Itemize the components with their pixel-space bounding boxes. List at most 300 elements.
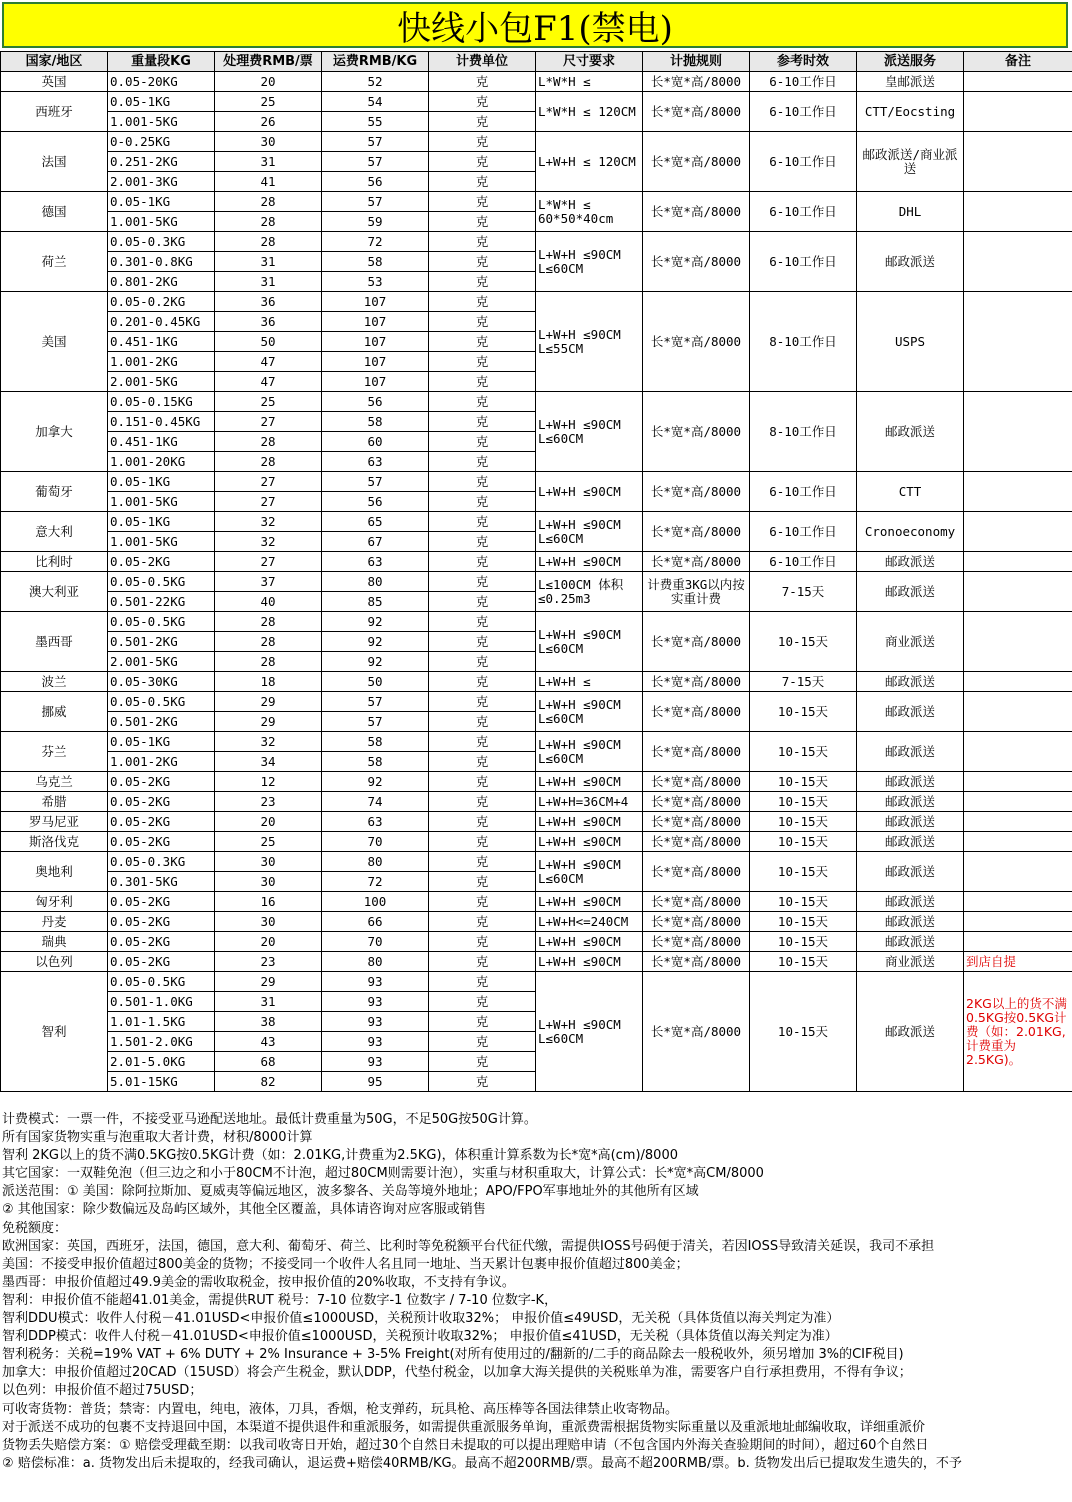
volumetric-rule-cell: 长*宽*高/8000 — [643, 932, 750, 952]
weight-range-cell: 2.001-5KG — [108, 652, 215, 672]
weight-range-cell: 0.05-0.5KG — [108, 612, 215, 632]
freight-rate-cell: 63 — [322, 452, 429, 472]
freight-rate-cell: 92 — [322, 652, 429, 672]
country-cell: 匈牙利 — [1, 892, 108, 912]
table-row — [1, 192, 1072, 212]
note-line: 计费模式：一票一件，不接受亚马逊配送地址。最低计费重量为50G，不足50G按50G计算。 — [2, 1112, 537, 1127]
freight-rate-cell: 52 — [322, 72, 429, 92]
handling-fee-cell: 25 — [215, 92, 322, 112]
table-row — [1, 572, 1072, 592]
billing-unit-cell: 克 — [429, 932, 536, 952]
country-cell: 西班牙 — [1, 92, 108, 132]
freight-rate-cell: 57 — [322, 192, 429, 212]
delivery-service-cell: 邮政派送 — [857, 812, 964, 832]
remarks-cell — [964, 72, 1072, 92]
table-row — [1, 812, 1072, 832]
country-cell: 以色列 — [1, 952, 108, 972]
transit-time-cell: 6-10工作日 — [750, 192, 857, 232]
billing-unit-cell: 克 — [429, 412, 536, 432]
billing-unit-cell: 克 — [429, 692, 536, 712]
handling-fee-cell: 20 — [215, 812, 322, 832]
volumetric-rule-cell: 长*宽*高/8000 — [643, 72, 750, 92]
handling-fee-cell: 68 — [215, 1052, 322, 1072]
delivery-service-cell: Cronoeconomy — [857, 512, 964, 552]
weight-range-cell: 0.801-2KG — [108, 272, 215, 292]
size-requirement-cell: L*W*H ≤ 120CM — [536, 92, 643, 132]
handling-fee-cell: 31 — [215, 272, 322, 292]
freight-rate-cell: 93 — [322, 1012, 429, 1032]
billing-unit-cell: 克 — [429, 852, 536, 872]
terms-notes — [2, 1111, 1070, 1473]
billing-unit-cell: 克 — [429, 372, 536, 392]
weight-range-cell: 0.05-1KG — [108, 732, 215, 752]
freight-rate-cell: 80 — [322, 952, 429, 972]
remarks-cell — [964, 572, 1072, 612]
rate-table — [0, 51, 1072, 1092]
volumetric-rule-cell: 长*宽*高/8000 — [643, 552, 750, 572]
note-line: 智利税务：关税=19% VAT + 6% DUTY + 2% Insurance + 3-5% Freight(对所有使用过的/翻新的/二手的商品除去一般税收外，须另增加 3%的CIF税目) — [2, 1347, 904, 1363]
remarks-cell — [964, 292, 1072, 392]
delivery-service-cell: 邮政派送 — [857, 912, 964, 932]
weight-range-cell: 0.05-0.5KG — [108, 572, 215, 592]
freight-rate-cell: 57 — [322, 152, 429, 172]
weight-range-cell: 1.001-5KG — [108, 532, 215, 552]
freight-rate-cell: 57 — [322, 692, 429, 712]
billing-unit-cell: 克 — [429, 652, 536, 672]
billing-unit-cell: 克 — [429, 452, 536, 472]
size-requirement-cell: L+W+H ≤90CM — [536, 812, 643, 832]
freight-rate-cell: 56 — [322, 172, 429, 192]
table-row — [1, 832, 1072, 852]
header-freight: 运费RMB/KG — [322, 52, 429, 72]
weight-range-cell: 0.05-1KG — [108, 192, 215, 212]
delivery-service-cell: 商业派送 — [857, 612, 964, 672]
billing-unit-cell: 克 — [429, 632, 536, 652]
weight-range-cell: 0.05-2KG — [108, 952, 215, 972]
remarks-cell — [964, 912, 1072, 932]
transit-time-cell: 10-15天 — [750, 892, 857, 912]
freight-rate-cell: 85 — [322, 592, 429, 612]
handling-fee-cell: 23 — [215, 792, 322, 812]
table-row — [1, 772, 1072, 792]
weight-range-cell: 0.151-0.45KG — [108, 412, 215, 432]
note-line: 货物丢失赔偿方案：① 赔偿受理截至期：以我司收寄日开始，超过30个自然日未提取的可以提出理赔申请（不包含国内外海关查验期间的时间），超过60个自然日 — [2, 1437, 929, 1453]
table-header-row — [1, 52, 1072, 72]
note-line: 其它国家：一双鞋免泡（但三边之和小于80CM不计泡，超过80CM则需要计泡），实重与材积重取大，计算公式：长*宽*高CM/8000 — [2, 1166, 764, 1182]
delivery-service-cell: 邮政派送 — [857, 772, 964, 792]
table-row — [1, 972, 1072, 992]
billing-unit-cell: 克 — [429, 592, 536, 612]
handling-fee-cell: 28 — [215, 632, 322, 652]
freight-rate-cell: 95 — [322, 1072, 429, 1092]
weight-range-cell: 1.001-20KG — [108, 452, 215, 472]
country-cell: 美国 — [1, 292, 108, 392]
remarks-cell — [964, 232, 1072, 292]
country-cell: 荷兰 — [1, 232, 108, 292]
delivery-service-cell: 邮政派送 — [857, 552, 964, 572]
billing-unit-cell: 克 — [429, 172, 536, 192]
weight-range-cell: 0.05-0.5KG — [108, 692, 215, 712]
delivery-service-cell: USPS — [857, 292, 964, 392]
volumetric-rule-cell: 长*宽*高/8000 — [643, 692, 750, 732]
freight-rate-cell: 70 — [322, 932, 429, 952]
size-requirement-cell: L+W+H=36CM+4 — [536, 792, 643, 812]
transit-time-cell: 7-15天 — [750, 572, 857, 612]
handling-fee-cell: 28 — [215, 212, 322, 232]
country-cell: 乌克兰 — [1, 772, 108, 792]
weight-range-cell: 0.451-1KG — [108, 432, 215, 452]
table-row — [1, 612, 1072, 632]
handling-fee-cell: 27 — [215, 412, 322, 432]
handling-fee-cell: 30 — [215, 132, 322, 152]
freight-rate-cell: 56 — [322, 392, 429, 412]
freight-rate-cell: 72 — [322, 232, 429, 252]
note-line: ② 其他国家：除少数偏远及岛屿区域外，其他全区覆盖，具体请咨询对应客服或销售 — [2, 1202, 486, 1218]
freight-rate-cell: 54 — [322, 92, 429, 112]
handling-fee-cell: 28 — [215, 452, 322, 472]
weight-range-cell: 0.05-30KG — [108, 672, 215, 692]
remarks-cell — [964, 672, 1072, 692]
billing-unit-cell: 克 — [429, 492, 536, 512]
handling-fee-cell: 30 — [215, 852, 322, 872]
freight-rate-cell: 93 — [322, 1052, 429, 1072]
size-requirement-cell: L+W+H ≤90CM L≤60CM — [536, 852, 643, 892]
table-row — [1, 912, 1072, 932]
volumetric-rule-cell: 长*宽*高/8000 — [643, 672, 750, 692]
billing-unit-cell: 克 — [429, 212, 536, 232]
country-cell: 比利时 — [1, 552, 108, 572]
delivery-service-cell: DHL — [857, 192, 964, 232]
country-cell: 芬兰 — [1, 732, 108, 772]
billing-unit-cell: 克 — [429, 612, 536, 632]
billing-unit-cell: 克 — [429, 272, 536, 292]
delivery-service-cell: 邮政派送 — [857, 232, 964, 292]
weight-range-cell: 0.05-0.15KG — [108, 392, 215, 412]
weight-range-cell: 0.501-2KG — [108, 712, 215, 732]
note-line: 智利：申报价值不能超41.01美金，需提供RUT 税号：7-10 位数字-1 位数字 / 7-10 位数字-K， — [2, 1292, 558, 1308]
size-requirement-cell: L+W+H ≤90CM — [536, 552, 643, 572]
weight-range-cell: 1.501-2.0KG — [108, 1032, 215, 1052]
delivery-service-cell: 邮政派送 — [857, 932, 964, 952]
freight-rate-cell: 93 — [322, 972, 429, 992]
delivery-service-cell: 皇邮派送 — [857, 72, 964, 92]
weight-range-cell: 1.001-5KG — [108, 212, 215, 232]
freight-rate-cell: 50 — [322, 672, 429, 692]
remarks-cell — [964, 552, 1072, 572]
note-line: 派送范围：① 美国：除阿拉斯加、夏威夷等偏远地区，波多黎各、关岛等境外地址；APO/FPO军事地址外的其他所有区域 — [2, 1184, 699, 1200]
billing-unit-cell: 克 — [429, 72, 536, 92]
volumetric-rule-cell: 长*宽*高/8000 — [643, 832, 750, 852]
country-cell: 墨西哥 — [1, 612, 108, 672]
delivery-service-cell: 邮政派送 — [857, 792, 964, 812]
remarks-cell — [964, 852, 1072, 892]
handling-fee-cell: 25 — [215, 832, 322, 852]
remarks-cell — [964, 472, 1072, 512]
handling-fee-cell: 23 — [215, 952, 322, 972]
billing-unit-cell: 克 — [429, 1052, 536, 1072]
country-cell: 法国 — [1, 132, 108, 192]
freight-rate-cell: 57 — [322, 712, 429, 732]
handling-fee-cell: 32 — [215, 732, 322, 752]
handling-fee-cell: 20 — [215, 72, 322, 92]
freight-rate-cell: 92 — [322, 612, 429, 632]
freight-rate-cell: 57 — [322, 132, 429, 152]
country-cell: 波兰 — [1, 672, 108, 692]
table-row — [1, 512, 1072, 532]
billing-unit-cell: 克 — [429, 992, 536, 1012]
freight-rate-cell: 100 — [322, 892, 429, 912]
handling-fee-cell: 28 — [215, 192, 322, 212]
delivery-service-cell: CTT/Eocsting — [857, 92, 964, 132]
weight-range-cell: 0.05-0.5KG — [108, 972, 215, 992]
handling-fee-cell: 27 — [215, 552, 322, 572]
country-cell: 加拿大 — [1, 392, 108, 472]
weight-range-cell: 0.501-2KG — [108, 632, 215, 652]
handling-fee-cell: 30 — [215, 912, 322, 932]
table-row — [1, 392, 1072, 412]
handling-fee-cell: 28 — [215, 652, 322, 672]
transit-time-cell: 10-15天 — [750, 812, 857, 832]
delivery-service-cell: 邮政派送 — [857, 972, 964, 1092]
handling-fee-cell: 47 — [215, 352, 322, 372]
country-cell: 英国 — [1, 72, 108, 92]
header-country: 国家/地区 — [1, 52, 108, 72]
country-cell: 丹麦 — [1, 912, 108, 932]
table-row — [1, 552, 1072, 572]
weight-range-cell: 0.05-2KG — [108, 832, 215, 852]
transit-time-cell: 8-10工作日 — [750, 292, 857, 392]
transit-time-cell: 10-15天 — [750, 972, 857, 1092]
volumetric-rule-cell: 长*宽*高/8000 — [643, 292, 750, 392]
table-row — [1, 892, 1072, 912]
note-line: ② 赔偿标准：a. 货物发出后未提取的，经我司确认，退运费+赔偿40RMB/KG。最高不超200RMB/票。最高不超200RMB/票。b. 货物发出后已提取发生遗失的，不予 — [2, 1455, 962, 1471]
header-remarks: 备注 — [964, 52, 1072, 72]
handling-fee-cell: 29 — [215, 972, 322, 992]
handling-fee-cell: 30 — [215, 872, 322, 892]
country-cell: 瑞典 — [1, 932, 108, 952]
volumetric-rule-cell: 长*宽*高/8000 — [643, 772, 750, 792]
freight-rate-cell: 67 — [322, 532, 429, 552]
freight-rate-cell: 65 — [322, 512, 429, 532]
country-cell: 意大利 — [1, 512, 108, 552]
note-line: 智利 2KG以上的货不满0.5KG按0.5KG计费（如：2.01KG,计费重为2.5KG)，体积重计算系数为长*宽*高(cm)/8000 — [2, 1148, 678, 1164]
freight-rate-cell: 70 — [322, 832, 429, 852]
handling-fee-cell: 82 — [215, 1072, 322, 1092]
billing-unit-cell: 克 — [429, 572, 536, 592]
weight-range-cell: 0.05-1KG — [108, 512, 215, 532]
size-requirement-cell: L+W+H ≤90CM L≤60CM — [536, 392, 643, 472]
handling-fee-cell: 28 — [215, 612, 322, 632]
billing-unit-cell: 克 — [429, 332, 536, 352]
freight-rate-cell: 107 — [322, 352, 429, 372]
remarks-cell — [964, 792, 1072, 812]
handling-fee-cell: 31 — [215, 252, 322, 272]
size-requirement-cell: L+W+H ≤90CM L≤55CM — [536, 292, 643, 392]
volumetric-rule-cell: 长*宽*高/8000 — [643, 472, 750, 512]
remarks-cell — [964, 892, 1072, 912]
size-requirement-cell: L+W+H ≤90CM — [536, 772, 643, 792]
freight-rate-cell: 107 — [322, 312, 429, 332]
remarks-cell — [964, 132, 1072, 192]
delivery-service-cell: 邮政派送 — [857, 392, 964, 472]
handling-fee-cell: 50 — [215, 332, 322, 352]
billing-unit-cell: 克 — [429, 352, 536, 372]
freight-rate-cell: 57 — [322, 472, 429, 492]
billing-unit-cell: 克 — [429, 92, 536, 112]
weight-range-cell: 0.05-0.3KG — [108, 232, 215, 252]
handling-fee-cell: 25 — [215, 392, 322, 412]
header-unit: 计费单位 — [429, 52, 536, 72]
freight-rate-cell: 58 — [322, 412, 429, 432]
table-row — [1, 72, 1072, 92]
weight-range-cell: 0.501-1.0KG — [108, 992, 215, 1012]
remarks-cell — [964, 692, 1072, 732]
freight-rate-cell: 80 — [322, 572, 429, 592]
remarks-cell — [964, 92, 1072, 132]
header-volumetric-rule: 计抛规则 — [643, 52, 750, 72]
size-requirement-cell: L+W+H ≤90CM L≤60CM — [536, 232, 643, 292]
table-row — [1, 132, 1072, 152]
handling-fee-cell: 27 — [215, 472, 322, 492]
size-requirement-cell: L*W*H ≤ — [536, 72, 643, 92]
remarks-cell — [964, 612, 1072, 672]
transit-time-cell: 10-15天 — [750, 952, 857, 972]
table-row — [1, 292, 1072, 312]
size-requirement-cell: L+W+H ≤90CM L≤60CM — [536, 732, 643, 772]
handling-fee-cell: 29 — [215, 712, 322, 732]
volumetric-rule-cell: 长*宽*高/8000 — [643, 952, 750, 972]
weight-range-cell: 0.05-0.2KG — [108, 292, 215, 312]
freight-rate-cell: 92 — [322, 632, 429, 652]
billing-unit-cell: 克 — [429, 772, 536, 792]
delivery-service-cell: CTT — [857, 472, 964, 512]
volumetric-rule-cell: 计费重3KG以内按实重计费 — [643, 572, 750, 612]
sheet-title: 快线小包F1(禁电) — [2, 2, 1068, 48]
remarks-cell: 2KG以上的货不满0.5KG按0.5KG计费（如：2.01KG,计费重为2.5KG)。 — [964, 972, 1072, 1092]
note-line: 美国：不接受申报价值超过800美金的货物；不接受同一个收件人名且同一地址、当天累计包裹申报价值超过800美金； — [2, 1256, 689, 1272]
weight-range-cell: 0.05-2KG — [108, 552, 215, 572]
handling-fee-cell: 16 — [215, 892, 322, 912]
header-handling-fee: 处理费RMB/票 — [215, 52, 322, 72]
weight-range-cell: 0.301-0.8KG — [108, 252, 215, 272]
billing-unit-cell: 克 — [429, 732, 536, 752]
remarks-cell — [964, 192, 1072, 232]
freight-rate-cell: 53 — [322, 272, 429, 292]
weight-range-cell: 0.05-2KG — [108, 892, 215, 912]
remarks-cell — [964, 392, 1072, 472]
country-cell: 澳大利亚 — [1, 572, 108, 612]
delivery-service-cell: 邮政派送 — [857, 832, 964, 852]
weight-range-cell: 1.01-1.5KG — [108, 1012, 215, 1032]
country-cell: 罗马尼亚 — [1, 812, 108, 832]
weight-range-cell: 0.05-2KG — [108, 792, 215, 812]
billing-unit-cell: 克 — [429, 112, 536, 132]
delivery-service-cell: 邮政派送 — [857, 732, 964, 772]
freight-rate-cell: 92 — [322, 772, 429, 792]
weight-range-cell: 0.05-1KG — [108, 472, 215, 492]
size-requirement-cell: L+W+H ≤90CM — [536, 952, 643, 972]
weight-range-cell: 0.251-2KG — [108, 152, 215, 172]
volumetric-rule-cell: 长*宽*高/8000 — [643, 912, 750, 932]
billing-unit-cell: 克 — [429, 812, 536, 832]
note-line: 所有国家货物实重与泡重取大者计费，材积/8000计算 — [2, 1130, 313, 1146]
billing-unit-cell: 克 — [429, 312, 536, 332]
handling-fee-cell: 32 — [215, 512, 322, 532]
billing-unit-cell: 克 — [429, 952, 536, 972]
weight-range-cell: 0.05-2KG — [108, 912, 215, 932]
freight-rate-cell: 63 — [322, 552, 429, 572]
handling-fee-cell: 38 — [215, 1012, 322, 1032]
billing-unit-cell: 克 — [429, 472, 536, 492]
size-requirement-cell: L+W+H ≤90CM L≤60CM — [536, 512, 643, 552]
billing-unit-cell: 克 — [429, 512, 536, 532]
volumetric-rule-cell: 长*宽*高/8000 — [643, 392, 750, 472]
transit-time-cell: 10-15天 — [750, 692, 857, 732]
handling-fee-cell: 31 — [215, 992, 322, 1012]
handling-fee-cell: 47 — [215, 372, 322, 392]
transit-time-cell: 6-10工作日 — [750, 72, 857, 92]
weight-range-cell: 0.05-2KG — [108, 772, 215, 792]
transit-time-cell: 10-15天 — [750, 912, 857, 932]
remarks-cell — [964, 812, 1072, 832]
handling-fee-cell: 31 — [215, 152, 322, 172]
freight-rate-cell: 58 — [322, 252, 429, 272]
handling-fee-cell: 18 — [215, 672, 322, 692]
delivery-service-cell: 邮政派送 — [857, 572, 964, 612]
transit-time-cell: 10-15天 — [750, 792, 857, 812]
delivery-service-cell: 商业派送 — [857, 952, 964, 972]
country-cell: 挪威 — [1, 692, 108, 732]
delivery-service-cell: 邮政派送 — [857, 692, 964, 732]
handling-fee-cell: 36 — [215, 312, 322, 332]
volumetric-rule-cell: 长*宽*高/8000 — [643, 972, 750, 1092]
size-requirement-cell: L+W+H ≤90CM — [536, 472, 643, 512]
table-row — [1, 672, 1072, 692]
transit-time-cell: 6-10工作日 — [750, 512, 857, 552]
weight-range-cell: 1.001-2KG — [108, 352, 215, 372]
size-requirement-cell: L+W+H ≤90CM L≤60CM — [536, 612, 643, 672]
handling-fee-cell: 43 — [215, 1032, 322, 1052]
table-row — [1, 692, 1072, 712]
note-line: 欧洲国家：英国，西班牙，法国，德国，意大利、葡萄牙、荷兰、比利时等免税额平台代征代缴，需提供IOSS号码便于清关，若因IOSS导致清关延误，我司不承担 — [2, 1238, 935, 1254]
handling-fee-cell: 28 — [215, 232, 322, 252]
header-delivery-service: 派送服务 — [857, 52, 964, 72]
billing-unit-cell: 克 — [429, 872, 536, 892]
billing-unit-cell: 克 — [429, 792, 536, 812]
volumetric-rule-cell: 长*宽*高/8000 — [643, 512, 750, 552]
table-row — [1, 952, 1072, 972]
billing-unit-cell: 克 — [429, 192, 536, 212]
remarks-cell — [964, 512, 1072, 552]
weight-range-cell: 2.001-5KG — [108, 372, 215, 392]
weight-range-cell: 2.01-5.0KG — [108, 1052, 215, 1072]
volumetric-rule-cell: 长*宽*高/8000 — [643, 612, 750, 672]
billing-unit-cell: 克 — [429, 672, 536, 692]
billing-unit-cell: 克 — [429, 392, 536, 412]
note-line: 墨西哥：申报价值超过49.9美金的需收取税金，按申报价值的20%收取，不支持有争议。 — [2, 1274, 515, 1290]
note-line: 对于派送不成功的包裹不支持退回中国，本渠道不提供退件和重派服务，如需提供重派服务单询，重派费需根据货物实际重量以及重派地址邮编收取，详细重派价 — [2, 1419, 926, 1435]
weight-range-cell: 0.201-0.45KG — [108, 312, 215, 332]
freight-rate-cell: 56 — [322, 492, 429, 512]
billing-unit-cell: 克 — [429, 892, 536, 912]
size-requirement-cell: L+W+H ≤ 120CM — [536, 132, 643, 192]
freight-rate-cell: 107 — [322, 332, 429, 352]
transit-time-cell: 6-10工作日 — [750, 132, 857, 192]
handling-fee-cell: 20 — [215, 932, 322, 952]
billing-unit-cell: 克 — [429, 292, 536, 312]
transit-time-cell: 10-15天 — [750, 612, 857, 672]
weight-range-cell: 2.001-3KG — [108, 172, 215, 192]
